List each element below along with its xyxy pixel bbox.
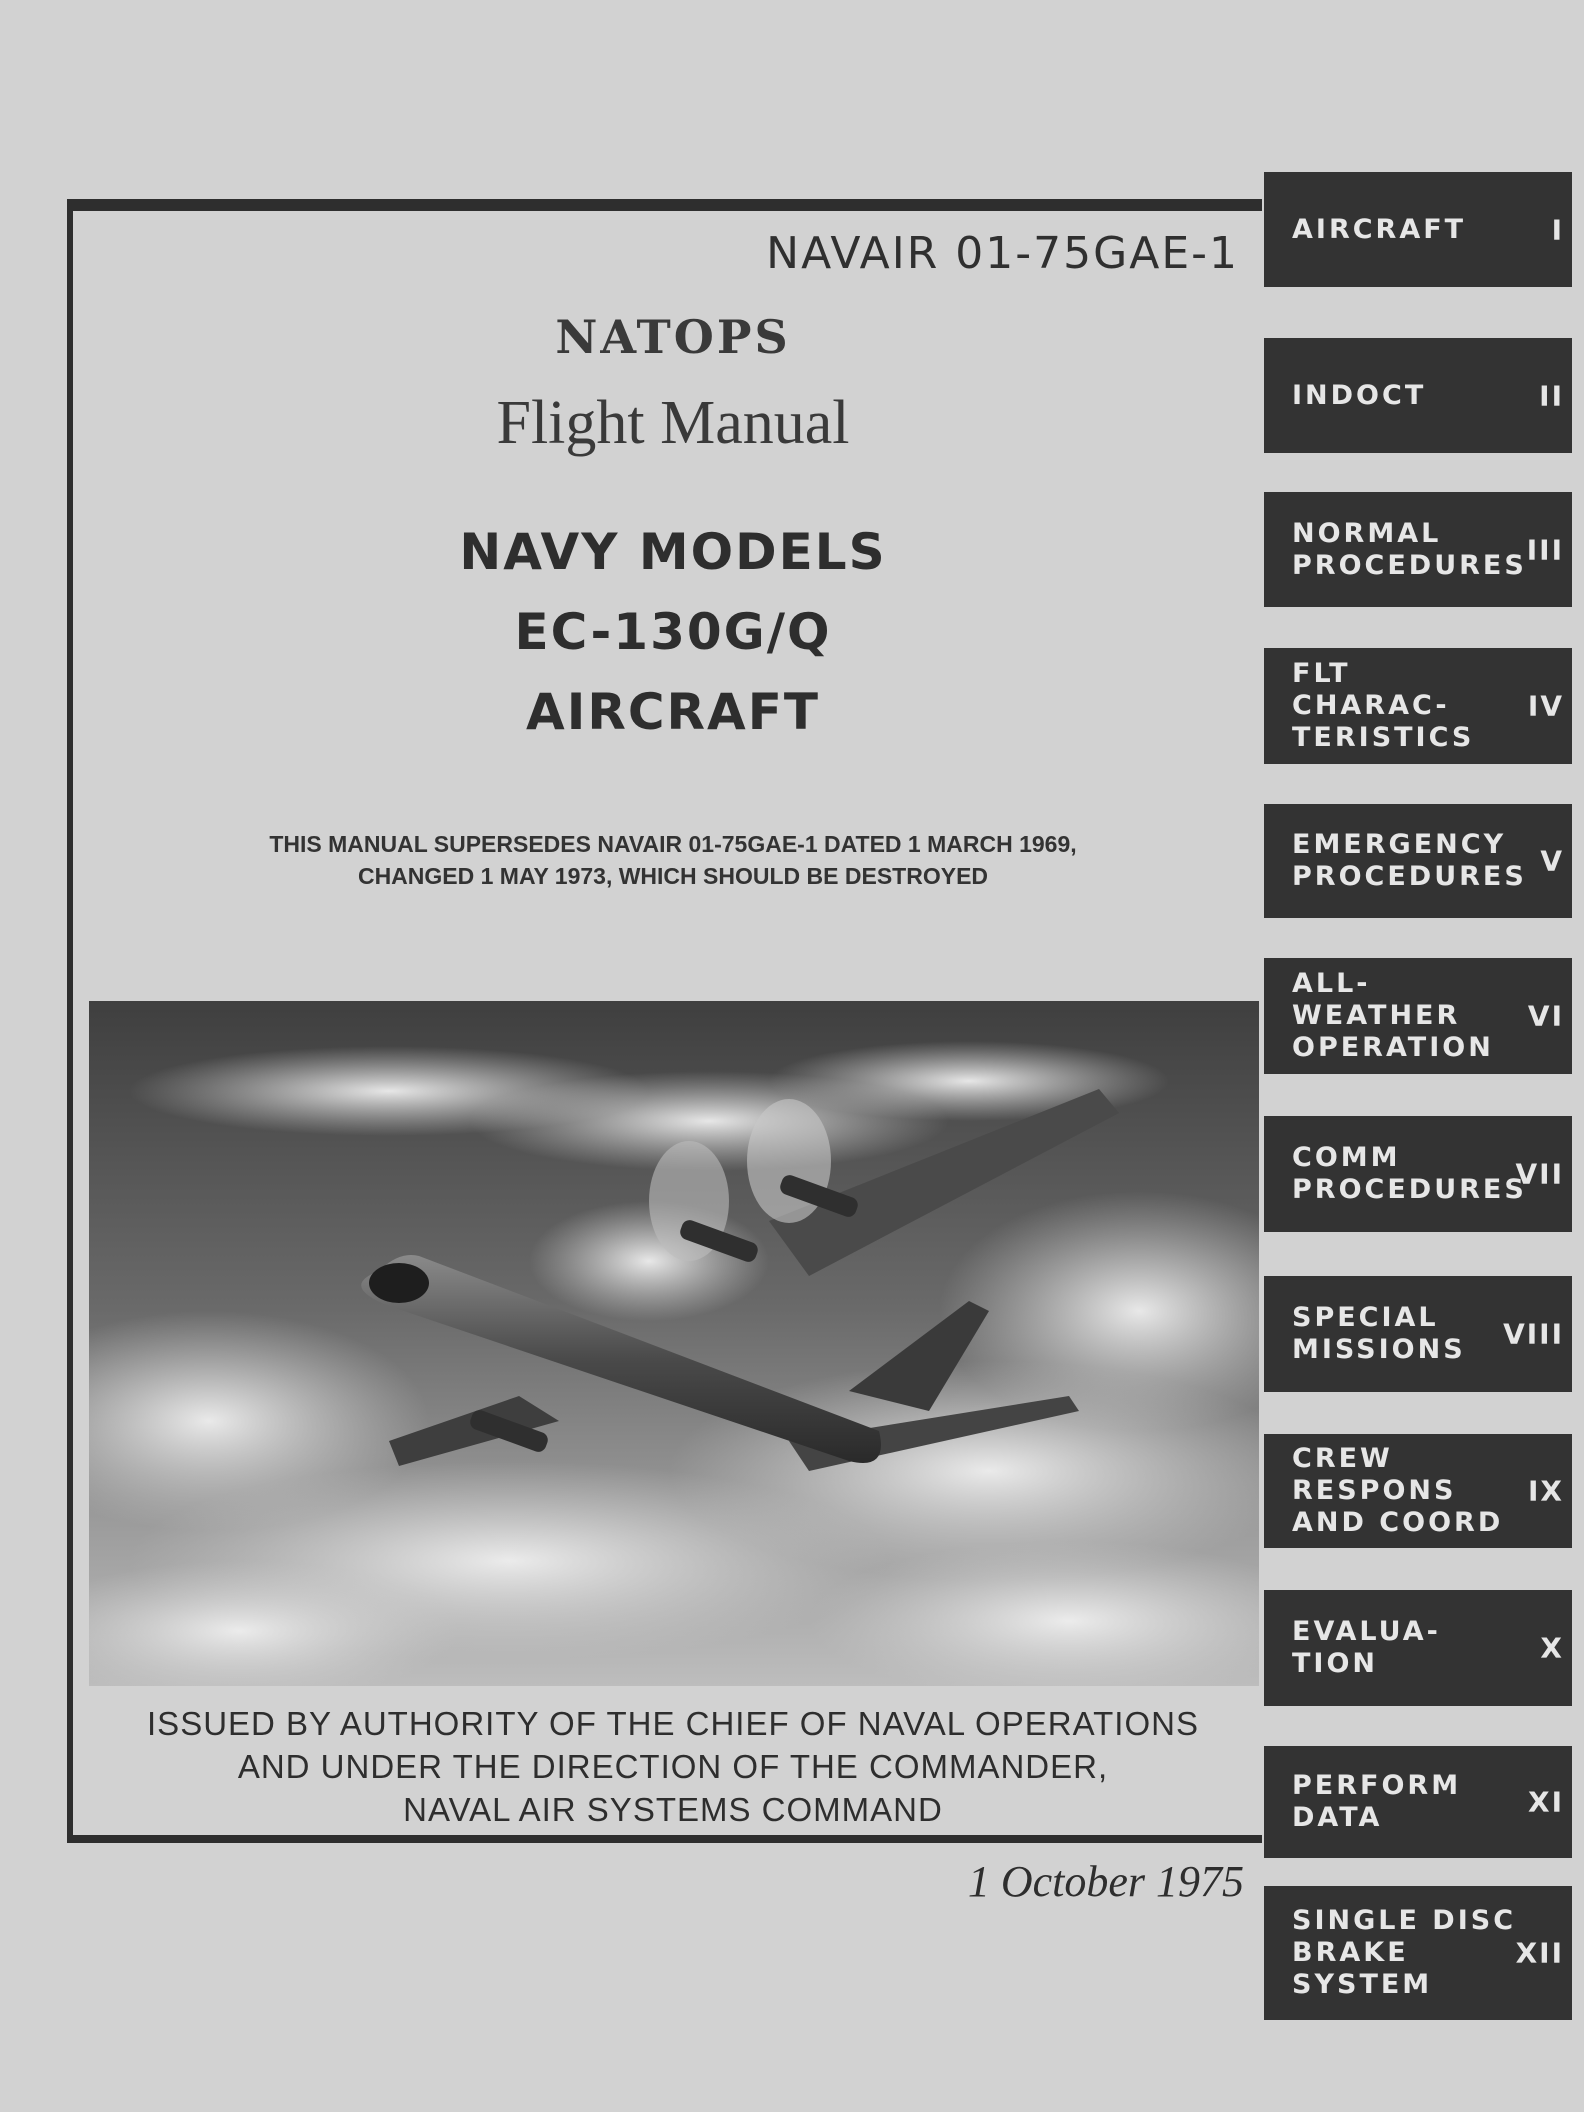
- title-line-1: NAVY MODELS: [459, 523, 887, 581]
- tab-section-3[interactable]: [1264, 492, 1572, 607]
- title-line-3: AIRCRAFT: [526, 683, 820, 741]
- tab-number: IV: [1527, 689, 1564, 723]
- tab-section-11[interactable]: [1264, 1746, 1572, 1858]
- tab-number: XII: [1515, 1936, 1564, 1970]
- tab-section-8[interactable]: [1264, 1276, 1572, 1392]
- tab-label: NORMAL PROCEDURES: [1292, 517, 1527, 581]
- tab-label: EMERGENCY PROCEDURES: [1292, 829, 1527, 892]
- tab-number: VIII: [1503, 1317, 1564, 1351]
- tab-number: X: [1540, 1631, 1564, 1665]
- tab-label: COMM PROCEDURES: [1292, 1142, 1527, 1205]
- aircraft-title: [0, 512, 1346, 752]
- supersede-line-2: CHANGED 1 MAY 1973, WHICH SHOULD BE DESTROYED: [357, 863, 989, 889]
- tab-section-10[interactable]: [1264, 1590, 1572, 1706]
- tab-number: II: [1539, 379, 1564, 412]
- tab-number: VI: [1527, 999, 1564, 1033]
- manual-type: Flight Manual: [496, 389, 850, 457]
- aircraft-photo: [89, 1001, 1259, 1686]
- tab-label: FLT CHARAC- TERISTICS: [1292, 658, 1475, 753]
- tab-label: CREW RESPONS AND COORD: [1292, 1443, 1504, 1538]
- tab-number: IX: [1527, 1474, 1564, 1508]
- tab-section-12[interactable]: [1264, 1886, 1572, 2020]
- tab-section-4[interactable]: [1264, 648, 1572, 764]
- tab-section-7[interactable]: [1264, 1116, 1572, 1232]
- tab-label: ALL- WEATHER OPERATION: [1292, 968, 1494, 1063]
- issue-date: 1 October 1975: [967, 1857, 1244, 1906]
- tab-section-2[interactable]: [1264, 338, 1572, 453]
- tab-label: SPECIAL MISSIONS: [1292, 1302, 1466, 1365]
- tab-number: I: [1551, 213, 1564, 246]
- tab-number: V: [1540, 844, 1564, 878]
- tab-label: AIRCRAFT: [1292, 213, 1467, 245]
- authority-line-3: NAVAL AIR SYSTEMS COMMAND: [403, 1791, 943, 1828]
- tab-section-9[interactable]: [1264, 1434, 1572, 1548]
- tab-number: III: [1526, 533, 1564, 566]
- tab-section-1[interactable]: [1264, 172, 1572, 287]
- tab-label: EVALUA- TION: [1292, 1616, 1441, 1679]
- tab-number: XI: [1527, 1785, 1564, 1819]
- title-line-2: EC-130G/Q: [514, 603, 832, 661]
- natops-heading: NATOPS: [555, 310, 791, 364]
- authority-line-1: ISSUED BY AUTHORITY OF THE CHIEF OF NAVAL OPERATIONS: [147, 1705, 1199, 1742]
- authority-line-2: AND UNDER THE DIRECTION OF THE COMMANDER,: [237, 1748, 1109, 1785]
- tab-label: PERFORM DATA: [1292, 1770, 1462, 1833]
- tab-label: INDOCT: [1292, 379, 1427, 411]
- tab-number: VII: [1515, 1157, 1564, 1191]
- authority-statement: [0, 1702, 1346, 1831]
- tab-section-5[interactable]: [1264, 804, 1572, 918]
- tab-section-6[interactable]: [1264, 958, 1572, 1074]
- supersede-line-1: THIS MANUAL SUPERSEDES NAVAIR 01-75GAE-1 DATED 1 MARCH 1969,: [269, 831, 1077, 857]
- tab-label: SINGLE DISC BRAKE SYSTEM: [1292, 1905, 1517, 2000]
- doc-number: NAVAIR 01-75GAE-1: [766, 228, 1239, 279]
- supersede-notice: [0, 828, 1346, 892]
